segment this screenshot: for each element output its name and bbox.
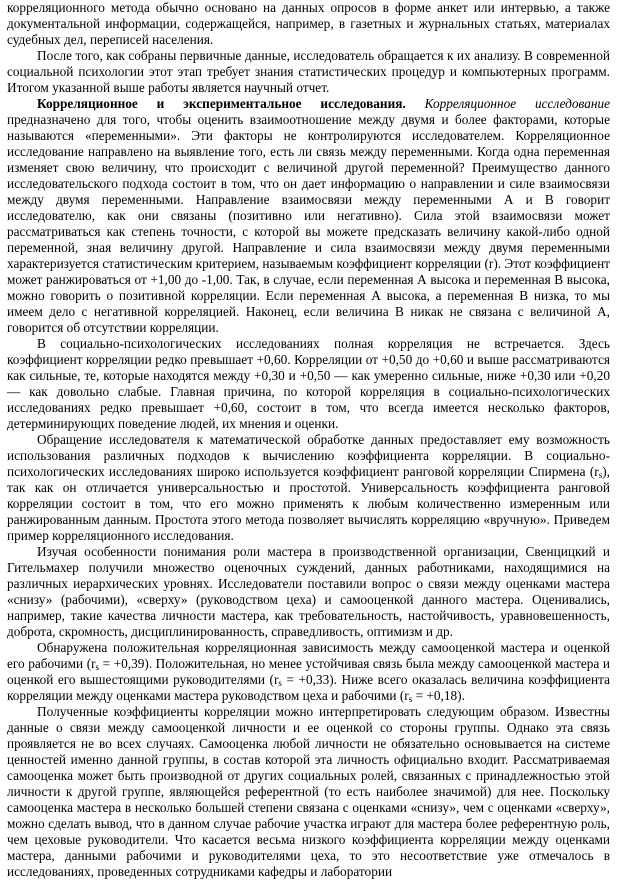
subscript-s: s bbox=[95, 662, 100, 672]
paragraph-5-part-2: ), так как он отличается универсальностью и простотой. Универсальность коэффициента ранговой корреляции состоит в том, что его можно применять к любым количественно измеренным или ранжированным данным. Простота этого метода позволяет вычислять корреляцию «вручную». Приведем пример корреляционного исследования. bbox=[7, 464, 610, 543]
paragraph-3 bbox=[7, 96, 610, 336]
paragraph-6: Изучая особенности понимания роли мастера в производственной организации, Свенцицкий и Гительмахер получили множество оценочных суждений, данных работниками, находящимися на различных иерархических уровнях. Исследователи поставили вопрос о связи между оценками мастера «снизу» (рабочими), «сверху» (руководством цеха) и самооценкой данного мастера. Оценивались, например, такие качества личности мастера, как требовательность, настойчивость, уравновешенность, доброта, скромность, дисциплинированность, справедливость, оптимизм и др. bbox=[7, 544, 610, 639]
section-heading: Корреляционное и экспериментальное исследования. bbox=[37, 96, 406, 111]
subscript-s: s bbox=[408, 694, 413, 704]
paragraph-3-body: предназначено для того, чтобы оценить взаимоотношение между двумя и более факторами, которые называются «переменными». Эти факторы не контролируются исследователем. Корреляционное исследование направлено на выявление того, есть ли связь между переменными. Когда одна переменная изменяет свою величину, что происходит с величиной другой переменной? Преимущество данного исследовательского подхода состоит в том, что он дает информацию о направлении и силе взаимосвязи между двумя переменными. Направление взаимосвязи между переменными А и В говорит исследователю, как они связаны (позитивно или негативно). Сила этой взаимосвязи может рассматриваться как степень точности, с которой вы можете предсказать величину какой-либо одной переменной, зная величину другой. Направление и сила взаимосвязи между двумя переменными характеризуется статистическим критерием, называемым коэффициент корреляции (r). Этот коэффициент может ранжироваться от +1,00 до -1,00. Так, в случае, если переменная А высока и переменная В высока, можно говорить о позитивной корреляции. Если переменная А высока, а переменная В низка, то мы имеем дело с негативной корреляцией. Наконец, если величина В никак не связана с величиной А, говорится об отсутствии корреляции. bbox=[7, 112, 610, 335]
paragraph-5 bbox=[7, 432, 610, 544]
paragraph-7-part-1: Обнаружена положительная корреляционная зависимость между самооценкой мастера и оценкой его рабочими (r bbox=[7, 640, 610, 671]
paragraph-4: В социально-психологических исследованиях полная корреляция не встречается. Здесь коэффициент корреляции редко превышает +0,60. Корреляции от +0,50 до +0,60 и выше рассматриваются как сильные, те, которые находятся между +0,30 и +0,50 — как умеренно сильные, ниже +0,30 или +0,20 — как довольно слабые. Главная причина, по которой корреляция в социально-психологических исследованиях редко превышает +0,60, состоит в том, что всегда имеется несколько факторов, детерминирующих поведение людей, их мнения и оценки. bbox=[7, 336, 610, 431]
paragraph-7-part-4: = +0,18). bbox=[412, 688, 465, 703]
subscript-s: s bbox=[278, 678, 282, 688]
paragraph-1: корреляционного метода обычно основано на данных опросов в форме анкет или интервью, а также документальной информации, содержащейся, например, в газетных и журнальных статьях, материалах судебных дел, переписей населения. bbox=[7, 0, 610, 47]
paragraph-2: После того, как собраны первичные данные, исследователь обращается к их анализу. В современной социальной психологии этот этап требует знания статистических процедур и компьютерных программ. Итогом указанной выше работы является научный отчет. bbox=[7, 48, 610, 95]
paragraph-7-part-3: = +0,33). Ниже всего оказалась величина коэффициента корреляции между оценками мастера руководством цеха и рабочими (r bbox=[7, 672, 610, 703]
paragraph-7-part-2: = +0,39). Положительная, но менее устойчивая связь была между самооценкой мастера и оценкой его вышестоящими руководителями (r bbox=[7, 656, 610, 687]
paragraph-7 bbox=[7, 640, 610, 704]
subscript-s: s bbox=[598, 470, 603, 480]
paragraph-5-part-1: Обращение исследователя к математической обработке данных предоставляет ему возможность использования различных подходов к вычислению коэффициента корреляции. В социально-психологических исследованиях широко используется коэффициент ранговой корреляции Спирмена (r bbox=[7, 432, 610, 479]
paragraph-8: Полученные коэффициенты корреляции можно интерпретировать следующим образом. Известны данные о связи между самооценкой личности и ее оценкой со стороны группы. Однако эта связь проявляется не во всех случаях. Самооценка любой личности не обязательно основывается на системе ценностей именно данной группы, в состав которой эта личность официально входит. Рассматриваемая самооценка может быть производной от других социальных ролей, связанных с принадлежностью этой личности к другой группе, являющейся референтной (то есть наиболее значимой) для нее. Поскольку самооценка мастера в несколько большей степени связана с оценками «снизу», чем с оценками «сверху», можно сделать вывод, что в данном случае рабочие участка играют для мастера более референтную роль, чем цеховые руководители. Что касается весьма низкого коэффициента корреляции между оценками мастера, данными рабочими и руководителями цеха, то это несоответствие уже отмечалось в исследованиях, проведенных сотрудниками кафедры и лаборатории bbox=[7, 704, 610, 879]
italic-term: Корреляционное исследование bbox=[424, 96, 610, 111]
